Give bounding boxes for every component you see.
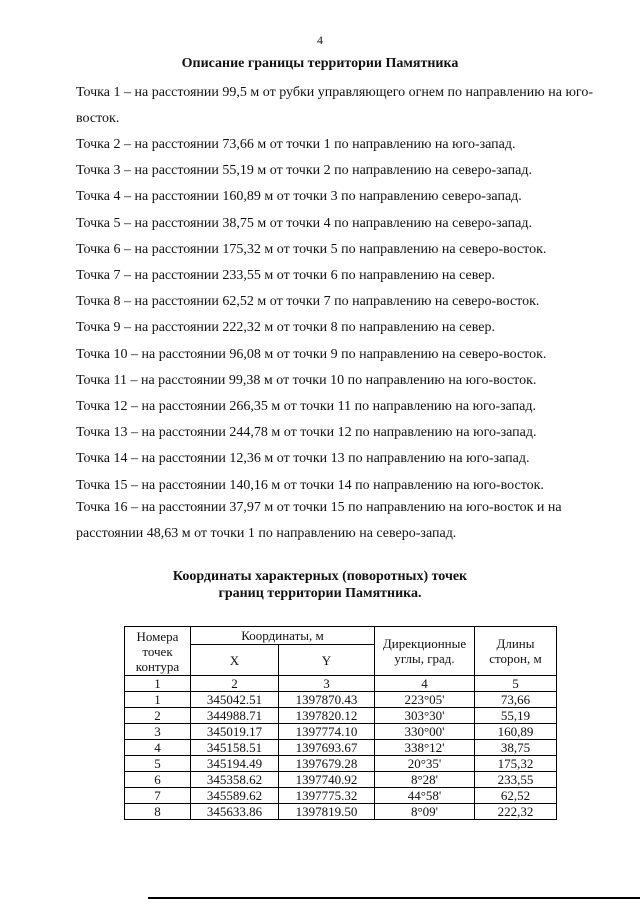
point-description: Точка 13 – на расстоянии 244,78 м от точки 12 по направлению на юго-запад. [76,425,537,441]
table-row [125,724,557,740]
table-cell: 345358.62 [191,772,279,788]
header-coordinates: Координаты, м [191,627,375,645]
point-description: Точка 8 – на расстоянии 62,52 м от точки 7 по направлению на северо-восток. [76,294,540,310]
table-row [125,788,557,804]
table-cell: 1397774.10 [279,724,375,740]
table-cell: 338°12' [375,740,475,756]
index-cell: 1 [125,676,191,692]
point-description: Точка 12 – на расстоянии 266,35 м от точки 11 по направлению на юго-запад. [76,399,536,415]
point-description: Точка 11 – на расстоянии 99,38 м от точки 10 по направлению на юго-восток. [76,372,537,388]
point-description: Точка 7 – на расстоянии 233,55 м от точки 6 по направлению на север. [76,268,495,284]
table-cell: 345633.86 [191,804,279,820]
table-cell: 345158.51 [191,740,279,756]
coordinates-title-line-2: границ территории Памятника. [218,586,422,601]
coordinates-table [124,626,557,820]
point-description: Точка 15 – на расстоянии 140,16 м от точки 14 по направлению на юго-восток. [76,477,544,493]
table-cell: 344988.71 [191,708,279,724]
table-row [125,756,557,772]
table-cell: 303°30' [375,708,475,724]
table-cell: 175,32 [475,756,557,772]
table-cell: 8°28' [375,772,475,788]
table-cell: 345042.51 [191,692,279,708]
table-cell: 222,32 [475,804,557,820]
table-cell: 1397820.12 [279,708,375,724]
table-cell: 1397679.28 [279,756,375,772]
header-directional-angle: Дирекционные углы, град. [375,627,475,676]
table-row [125,804,557,820]
table-cell: 1397693.67 [279,740,375,756]
table-cell: 1397740.92 [279,772,375,788]
table-cell: 44°58' [375,788,475,804]
index-cell: 3 [279,676,375,692]
table-cell: 330°00' [375,724,475,740]
page-number: 4 [317,33,323,47]
point-description: Точка 2 – на расстоянии 73,66 м от точки 1 по направлению на юго-запад. [76,137,516,152]
point-description: Точка 10 – на расстоянии 96,08 м от точки 9 по направлению на северо-восток. [76,346,547,362]
table-cell: 345019.17 [191,724,279,740]
table-row [125,692,557,708]
index-cell: 4 [375,676,475,692]
table-cell: 2 [125,708,191,724]
index-cell: 2 [191,676,279,692]
coordinates-title-line-1: Координаты характерных (поворотных) точек [172,569,468,584]
header-side-length: Длины сторон, м [475,627,557,676]
header-x: X [191,645,279,676]
table-index-row [125,676,557,692]
table-cell: 345589.62 [191,788,279,804]
table-cell: 38,75 [475,740,557,756]
table-cell: 73,66 [475,692,557,708]
table-cell: 55,19 [475,708,557,724]
table-header-row [125,627,557,645]
point-description: Точка 3 – на расстоянии 55,19 м от точки 2 по направлению на северо-запад. [76,163,532,179]
point-description: Точка 14 – на расстоянии 12,36 м от точки 13 по направлению на юго-запад. [76,451,530,467]
table-cell: 3 [125,724,191,740]
table-cell: 8 [125,804,191,820]
table-cell: 62,52 [475,788,557,804]
point-1-description: Точка 1 – на расстоянии 99,5 м от рубки управляющего огнем по направлению на юго-восток. [76,85,593,126]
point-16-description: Точка 16 – на расстоянии 37,97 м от точки 15 по направлению на юго-восток и на расстоянии 48,63 м от точки 1 по направлению на северо-запад. [76,500,562,541]
table-row [125,772,557,788]
table-cell: 233,55 [475,772,557,788]
table-cell: 5 [125,756,191,772]
header-y: Y [279,645,375,676]
points-list [76,132,606,499]
table-cell: 160,89 [475,724,557,740]
boundary-description-heading: Описание границы территории Памятника [181,56,459,71]
table-cell: 8°09' [375,804,475,820]
bottom-rule [148,897,640,899]
table-cell: 1397775.32 [279,788,375,804]
index-cell: 5 [475,676,557,692]
table-cell: 345194.49 [191,756,279,772]
table-row [125,708,557,724]
table-row [125,740,557,756]
table-cell: 4 [125,740,191,756]
table-cell: 6 [125,772,191,788]
point-description: Точка 5 – на расстоянии 38,75 м от точки 4 по направлению на северо-запад. [76,215,532,231]
table-cell: 7 [125,788,191,804]
table-cell: 1397819.50 [279,804,375,820]
table-cell: 1397870.43 [279,692,375,708]
table-cell: 20°35' [375,756,475,772]
point-description: Точка 6 – на расстоянии 175,32 м от точки 5 по направлению на северо-восток. [76,241,547,257]
table-cell: 1 [125,692,191,708]
point-description: Точка 4 – на расстоянии 160,89 м от точки 3 по направлению северо-запад. [76,189,522,205]
header-point-number: Номера точек контура [125,627,191,676]
coordinates-title [0,568,640,602]
point-description: Точка 9 – на расстоянии 222,32 м от точки 8 по направлению на север. [76,320,495,336]
table-cell: 223°05' [375,692,475,708]
